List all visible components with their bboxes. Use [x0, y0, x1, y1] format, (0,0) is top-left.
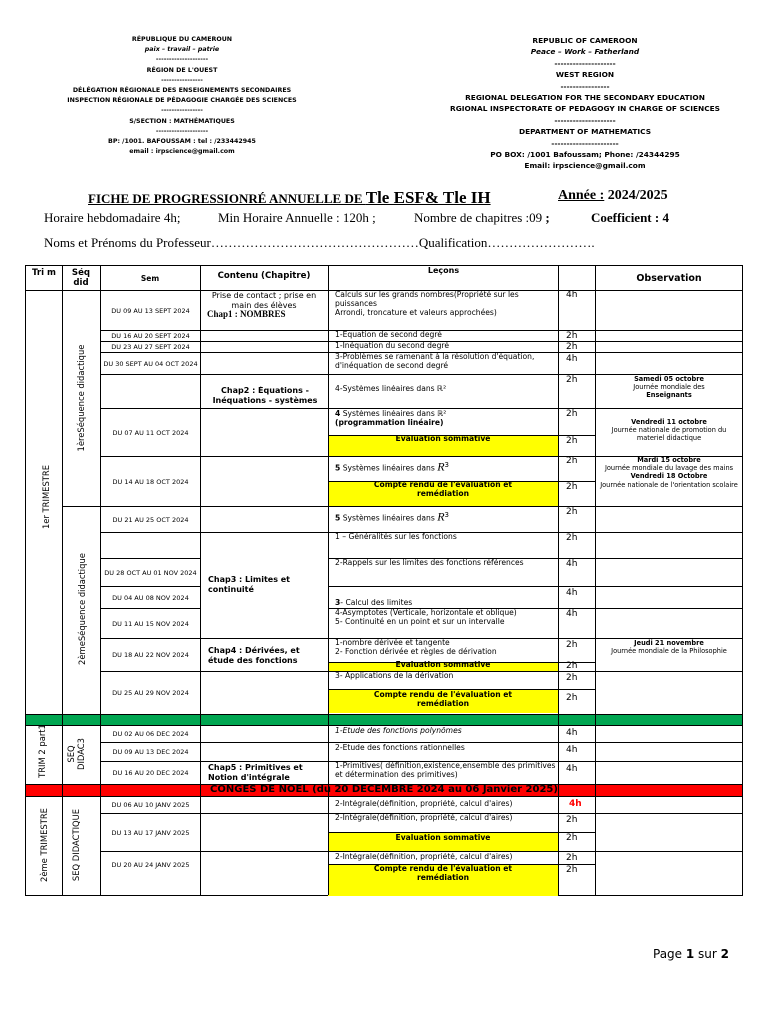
week-cell: DU 11 AU 15 NOV 2024 — [112, 619, 189, 628]
trim-1-label: 1er TRIMESTRE — [41, 464, 51, 530]
lesson — [328, 639, 558, 657]
week-cell: DU 23 AU 27 SEPT 2024 — [111, 343, 190, 351]
cr-label: Compte rendu de l'évaluation et remédiation — [373, 865, 513, 882]
lesson: 2-Rappels sur les limites des fonctions références — [335, 559, 524, 567]
lesson: 3-Problèmes se ramenant à la résolution d'équation, d'inéquation de second degré — [335, 353, 535, 370]
hours: 4h — [566, 588, 578, 598]
r3-exponent: 3 — [444, 511, 450, 519]
lesson: 1-Primitives( définition,existence,ensemble des primitives et détermination des primitives) — [335, 762, 556, 779]
lesson-text: 5- Continuité en un point et sur un intervalle — [335, 616, 505, 626]
chapter-3: Chap3 : Limites et continuité — [208, 575, 290, 594]
lesson: 2-Intégrale(définition, propriété, calcul d'aires) — [335, 853, 513, 861]
week-cell: DU 07 AU 11 OCT 2024 — [112, 428, 189, 437]
hours: 4h — [566, 728, 578, 738]
title-classes: Tle ESF& Tle IH — [365, 188, 491, 207]
header-line: ---------------- — [161, 76, 203, 84]
obs-text: Journée mondiale des — [633, 383, 705, 392]
hours: 2h — [566, 865, 578, 875]
title-prefix: FICHE DE PROGRESSIONRÉ ANNUELLE DE — [88, 191, 366, 206]
lesson-text: 4-Asymptotes (Verticale, horizontale et oblique) — [335, 609, 517, 617]
header-line: S/SECTION : MATHÉMATIQUES — [129, 117, 235, 125]
lesson: 4-Systèmes linéaires dans ℝ² — [335, 385, 447, 393]
hours: 2h — [566, 436, 578, 446]
seq-1-label: 1èreSéquence didactique — [76, 344, 86, 452]
lesson-text: Systèmes linéaires dans — [340, 513, 438, 523]
hours: 2h — [566, 331, 578, 341]
hours: 2h — [566, 640, 578, 650]
lesson: 1 – Généralités sur les fonctions — [335, 533, 457, 541]
week-cell: DU 20 AU 24 JANV 2025 — [111, 860, 190, 869]
nb-chapitres-sep: ; — [545, 210, 550, 225]
week-cell: DU 04 AU 08 NOV 2024 — [112, 593, 189, 602]
eval-label: Evaluation sommative — [395, 834, 491, 842]
page-number: 1 — [685, 947, 695, 961]
obs-date: Samedi 05 octobre — [634, 375, 704, 383]
header-line: REPUBLIC OF CAMEROON — [532, 36, 638, 45]
professor-line: Noms et Prénoms du Professeur…………………………………………Qualification……………………. — [44, 235, 595, 250]
header-line: -------------------- — [554, 115, 616, 125]
header-line: WEST REGION — [555, 70, 615, 80]
r3-exponent: 3 — [444, 461, 450, 469]
document-title — [88, 188, 491, 208]
hours: 2h — [566, 673, 578, 683]
lesson-text: - Calcul des limites — [340, 599, 413, 607]
header-french — [62, 35, 302, 157]
observation — [597, 639, 741, 655]
week-cell: DU 06 AU 10 JANV 2025 — [111, 801, 190, 809]
min-horaire: Min Horaire Annuelle : 120h ; — [218, 210, 376, 225]
header-line: -------------------- — [554, 58, 616, 68]
seq-2-label: 2èmeSéquence didactique — [77, 553, 87, 665]
lesson — [328, 609, 558, 627]
header-line: paix – travail – patrie — [144, 46, 220, 54]
chapter-1: Chap1 : NOMBRES — [207, 309, 286, 319]
eval-label: Evaluation sommative — [395, 661, 491, 669]
lesson-num: 4 — [335, 410, 341, 418]
hours: 2h — [566, 815, 578, 825]
header-contenu: Contenu (Chapitre) — [217, 271, 311, 281]
week-cell: DU 30 SEPT AU 04 OCT 2024 — [103, 359, 198, 368]
coefficient: Coefficient : 4 — [591, 210, 669, 225]
hours: 2h — [566, 833, 578, 843]
hours: 2h — [566, 409, 578, 419]
week-cell: DU 18 AU 22 NOV 2024 — [112, 651, 189, 659]
lesson: 1-Inéquation du second degré — [335, 342, 450, 350]
hours: 2h — [566, 375, 578, 385]
hours: 4h — [566, 559, 578, 569]
cr-label: Compte rendu de l'évaluation et remédiation — [373, 691, 513, 708]
header-line: PO BOX: /1001 Bafoussam; Phone: /24344295 — [490, 150, 680, 160]
hours: 2h — [566, 507, 578, 517]
lesson-text: Calculs sur les grands nombres(Propriété sur les puissances — [335, 291, 519, 308]
nb-chapitres-text: Nombre de chapitres :09 — [414, 210, 546, 225]
page-label: Page — [653, 947, 686, 961]
nb-chapitres — [414, 210, 550, 226]
week-cell: DU 16 AU 20 DEC 2024 — [112, 769, 189, 777]
horaire-hebdo: Horaire hebdomadaire 4h; — [44, 210, 181, 225]
header-line: ---------------- — [560, 81, 610, 91]
header-line: REGIONAL DELEGATION FOR THE SECONDARY EDUCATION — [465, 93, 705, 103]
lesson: 3- Applications de la dérivation — [335, 672, 454, 680]
seq-4-label: SEQ DIDACTIQUE — [71, 808, 81, 882]
lesson-text: (programmation linéaire) — [335, 417, 444, 427]
lesson — [328, 507, 558, 532]
page-sur: sur — [694, 947, 721, 961]
hours: 4h — [566, 354, 578, 364]
lesson-text: 1-nombre dérivée et tangente — [335, 639, 450, 647]
hours: 4h — [566, 745, 578, 755]
r3-symbol: R — [437, 459, 445, 474]
school-year — [558, 188, 668, 204]
week-cell: DU 14 AU 18 OCT 2024 — [112, 477, 189, 486]
obs-date: Vendredi 11 octobre — [631, 418, 707, 426]
header-line: INSPECTION RÉGIONALE DE PÉDAGOGIE CHARGÉE DES SCIENCES — [67, 97, 297, 105]
week-cell: DU 25 AU 29 NOV 2024 — [112, 689, 189, 697]
header-line: email : irpscience@gmail.com — [129, 148, 235, 156]
holiday-text: CONGES DE NOEL (du 20 DECEMBRE 2024 au 06 Janvier 2025) — [210, 784, 558, 795]
lesson: 2-Intégrale(définition, propriété, calcul d'aires) — [335, 800, 513, 808]
r3-symbol: R — [437, 509, 445, 524]
lesson: 1-Équation de second degré — [335, 331, 442, 339]
observation — [597, 456, 741, 489]
lesson — [328, 457, 558, 481]
trimester-separator-band — [26, 714, 742, 725]
header-sem: Sem — [140, 274, 160, 283]
header-line: DEPARTMENT OF MATHEMATICS — [518, 127, 652, 137]
week-cell: DU 09 AU 13 DEC 2024 — [112, 748, 189, 756]
progression-table — [25, 265, 743, 896]
obs-date: Mardi 15 octobre — [637, 456, 701, 464]
hours: 2h — [566, 853, 578, 863]
lesson-text: Systèmes linéaires dans ℝ² — [340, 410, 447, 418]
header-line: DÉLÉGATION RÉGIONALE DES ENSEIGNEMENTS SECONDAIRES — [72, 87, 292, 95]
hours-highlight: 4h — [569, 799, 582, 809]
header-line: -------------------- — [155, 56, 209, 64]
lesson-text: 2- Fonction dérivée et règles de dérivation — [335, 646, 497, 656]
header-line: Email: irpscience@gmail.com — [524, 161, 646, 171]
obs-text: Enseignants — [646, 391, 692, 400]
hours: 2h — [566, 342, 578, 352]
page-total: 2 — [720, 947, 730, 961]
hours: 4h — [566, 290, 578, 300]
header-line: -------------------- — [155, 127, 209, 135]
cr-label: Compte rendu de l'évaluation et remédiation — [373, 481, 513, 498]
header-line: ---------------- — [161, 107, 203, 115]
hours: 2h — [566, 482, 578, 492]
lesson: 2-Intégrale(définition, propriété, calcul d'aires) — [335, 814, 513, 822]
lesson-num: 5 — [335, 513, 341, 523]
week-cell: DU 02 AU 06 DEC 2024 — [112, 730, 189, 738]
week-cell: DU 09 AU 13 SEPT 2024 — [111, 306, 190, 315]
header-seq: Séq did — [71, 268, 91, 288]
header-line: BP: /1001. BAFOUSSAM : tel : /233442945 — [108, 138, 256, 146]
year-value: 2024/2025 — [604, 188, 668, 203]
header-lecons: Leçons — [427, 266, 460, 275]
hours: 2h — [566, 661, 578, 671]
obs-date: Jeudi 21 novembre — [634, 639, 704, 647]
header-english — [420, 35, 750, 172]
obs-text: Journée nationale de l'orientation scolaire — [600, 480, 738, 489]
week-cell: DU 13 AU 17 JANV 2025 — [111, 828, 190, 837]
year-label: Année : — [558, 188, 605, 203]
lesson — [328, 410, 558, 428]
header-trim: Tri m — [31, 268, 57, 278]
observation — [597, 375, 741, 400]
header-line: Peace – Work – Fatherland — [530, 47, 640, 57]
trim-2b-label: 2ème TRIMESTRE — [39, 808, 49, 882]
seq-3-label: SEQ DIDAC3 — [66, 738, 86, 770]
week-cell: DU 16 AU 20 SEPT 2024 — [111, 332, 190, 340]
chapter-4: Chap4 : Dérivées, et étude des fonctions — [208, 646, 300, 665]
hours: 4h — [566, 764, 578, 774]
week-cell: DU 28 OCT AU 01 NOV 2024 — [104, 568, 197, 577]
chapter-5: Chap5 : Primitives et Notion d'intégrale — [208, 763, 303, 782]
lesson-num: 5 — [335, 463, 341, 473]
hours: 2h — [566, 456, 578, 466]
week-cell: DU 21 AU 25 OCT 2024 — [112, 515, 189, 524]
header-line: RGIONAL INSPECTORATE OF PEDAGOGY IN CHARGE OF SCIENCES — [450, 104, 720, 114]
observation — [597, 418, 741, 443]
lesson: 2-Etude des fonctions rationnelles — [335, 744, 465, 752]
obs-text: Journée mondiale du lavage des mains — [604, 464, 734, 473]
obs-date: Vendredi 18 Octobre — [630, 472, 708, 481]
hours: 2h — [566, 693, 578, 703]
obs-text: Journée nationale de promotion du materiel didactique — [611, 426, 727, 443]
chapter-1-intro: Prise de contact ; prise en main des élèves — [211, 291, 317, 310]
header-observation: Observation — [636, 273, 702, 284]
eval-label: Evaluation sommative — [395, 435, 491, 443]
lesson — [328, 291, 558, 317]
lesson-text: Systèmes linéaires dans — [340, 463, 438, 473]
lesson-num: 3 — [335, 599, 341, 607]
header-line: RÉPUBLIQUE DU CAMEROUN — [131, 36, 233, 43]
trim-2a-label: TRIM 2 part1 — [37, 724, 47, 778]
hours: 4h — [566, 609, 578, 619]
lesson: 1-Etude des fonctions polynômes — [335, 727, 462, 735]
header-line: ---------------------- — [551, 138, 619, 148]
obs-text: Journée mondiale de la Philosophie — [611, 647, 727, 656]
lesson-text: Arrondi, troncature et valeurs approchées) — [335, 307, 497, 317]
page-footer — [653, 947, 729, 961]
hours: 2h — [566, 533, 578, 543]
lesson — [328, 599, 558, 608]
header-line: RÉGION DE L'OUEST — [146, 66, 218, 74]
chapter-2: Chap2 : Équations - Inéquations - systèmes — [212, 386, 318, 405]
